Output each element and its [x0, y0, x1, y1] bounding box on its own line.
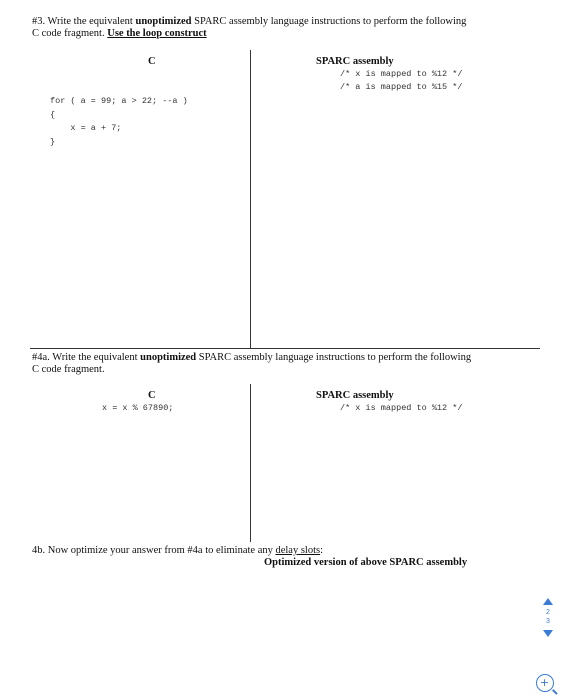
q4b-instruction: 4b. Now optimize your answer from #4a to eliminate any delay slots: — [32, 545, 324, 556]
section-divider — [30, 348, 540, 349]
q3-instruction-line1: #3. Write the equivalent unoptimized SPARC assembly language instructions to perform the following — [32, 16, 467, 27]
q3-code-line: } — [50, 137, 56, 147]
q4a-instruction-line2: C code fragment. — [32, 364, 105, 375]
page-navigator — [541, 598, 555, 652]
q4a-column-divider — [250, 384, 251, 542]
q4a-c-heading: C — [148, 390, 156, 401]
triangle-down-icon[interactable] — [543, 630, 553, 637]
q4b-heading: Optimized version of above SPARC assembly — [264, 557, 468, 568]
q3-comment-x: /* x is mapped to %12 */ — [340, 69, 463, 79]
q3-instruction-line2: C code fragment. Use the loop construct — [32, 28, 207, 39]
page-number[interactable]: 2 — [546, 609, 550, 616]
q4a-comment-x: /* x is mapped to %12 */ — [340, 403, 463, 413]
q3-sparc-heading: SPARC assembly — [316, 56, 394, 67]
q3-c-heading: C — [148, 56, 156, 67]
q3-code-line: { — [50, 110, 56, 120]
q3-comment-a: /* a is mapped to %15 */ — [340, 82, 463, 92]
q4a-sparc-heading: SPARC assembly — [316, 390, 394, 401]
zoom-in-icon[interactable]: + — [536, 674, 554, 692]
page-number[interactable]: 3 — [546, 618, 550, 625]
q3-code-line: x = a + 7; — [50, 123, 122, 133]
q3-code-line: for ( a = 99; a > 22; --a ) — [50, 96, 188, 106]
triangle-up-icon[interactable] — [543, 598, 553, 605]
q4a-code-line: x = x % 67890; — [102, 403, 174, 413]
q3-column-divider — [250, 50, 251, 348]
q4a-instruction-line1: #4a. Write the equivalent unoptimized SPARC assembly language instructions to perform the following — [32, 352, 472, 363]
